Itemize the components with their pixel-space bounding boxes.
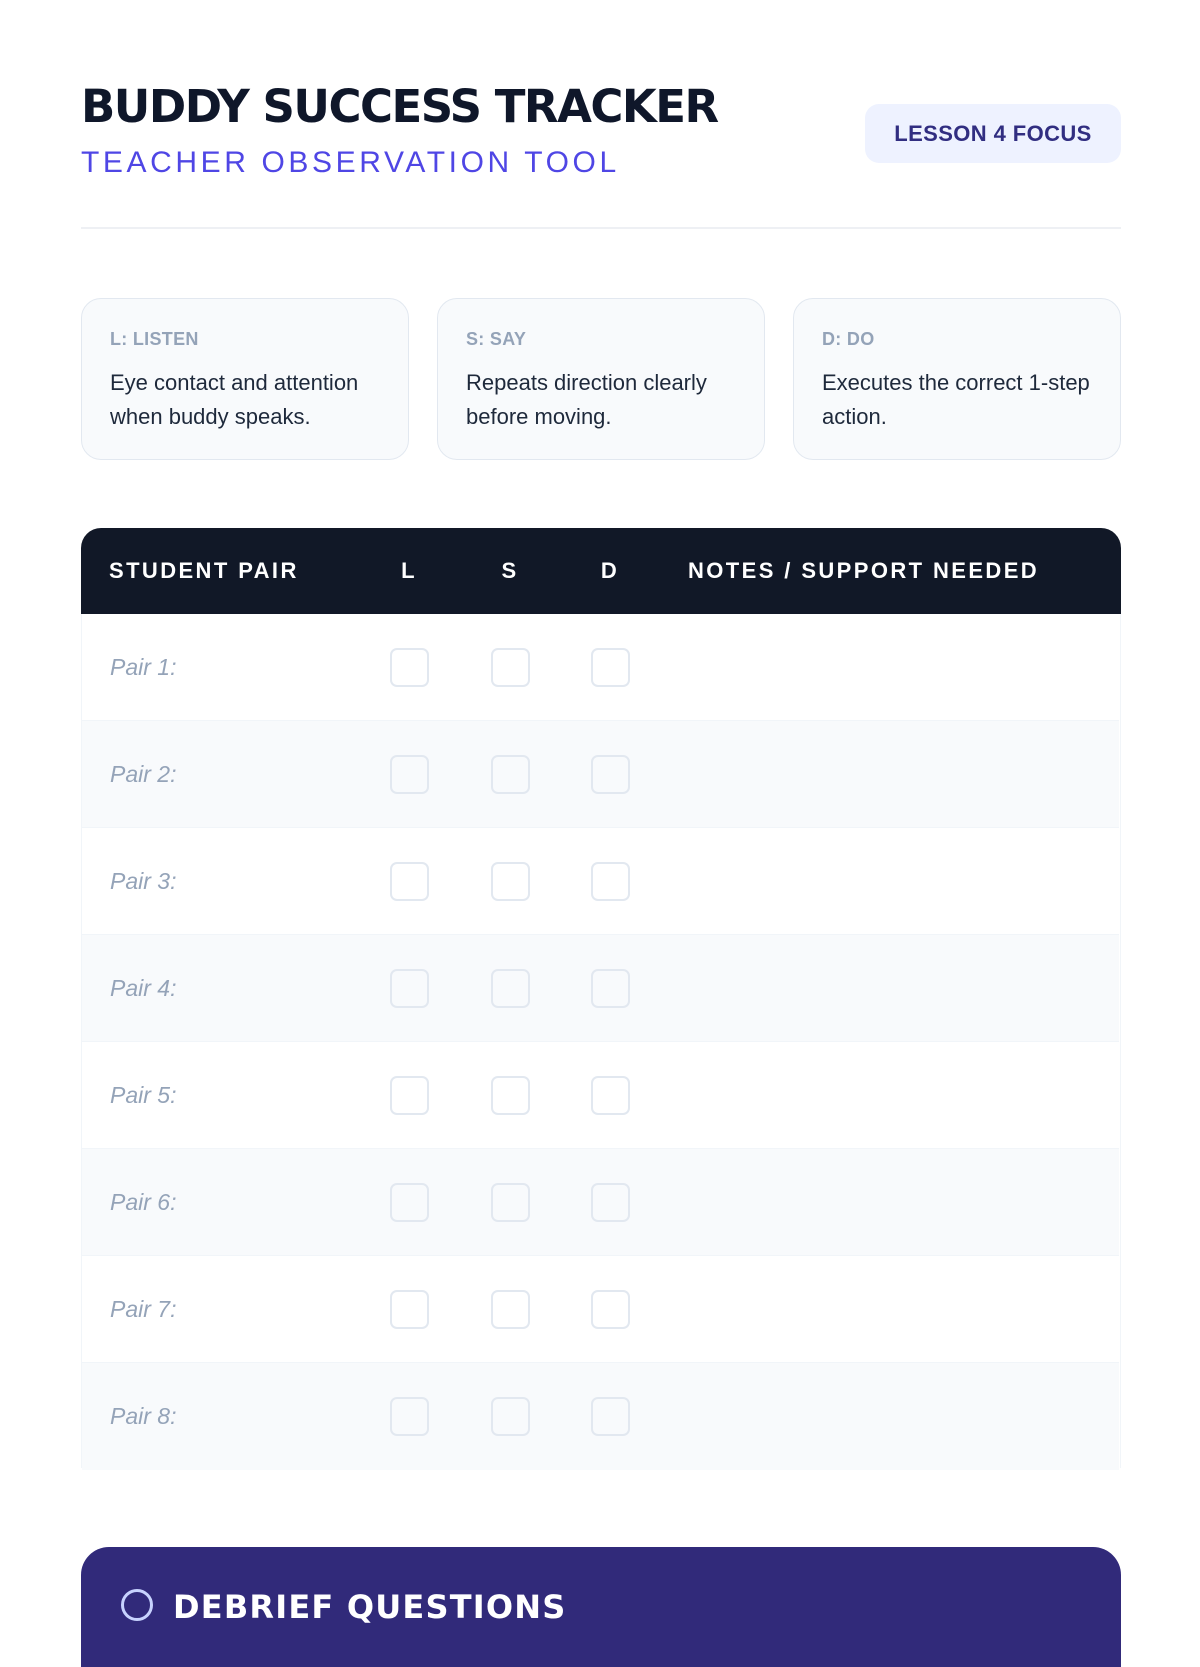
listen-checkbox[interactable] — [390, 1397, 429, 1436]
say-checkbox[interactable] — [491, 1397, 530, 1436]
do-checkbox[interactable] — [591, 1397, 630, 1436]
say-checkbox[interactable] — [491, 1290, 530, 1329]
page-subtitle: TEACHER OBSERVATION TOOL — [81, 146, 620, 179]
criteria-card-do — [793, 298, 1121, 460]
notes-field[interactable] — [682, 1054, 1102, 1137]
column-header-say: S — [501, 558, 519, 583]
say-checkbox[interactable] — [491, 1076, 530, 1115]
criteria-card-say — [437, 298, 765, 460]
notes-field[interactable] — [682, 1161, 1102, 1244]
notes-field[interactable] — [682, 1268, 1102, 1351]
table-header — [81, 528, 1121, 614]
do-checkbox[interactable] — [591, 1076, 630, 1115]
criteria-card-label: S: SAY — [466, 329, 527, 349]
pair-label: Pair 8: — [110, 1403, 177, 1429]
criteria-card-description: Eye contact and attention when buddy speaks. — [110, 370, 359, 429]
page-title: BUDDY SUCCESS TRACKER — [81, 80, 718, 133]
do-checkbox[interactable] — [591, 1183, 630, 1222]
table-row — [82, 614, 1119, 721]
listen-checkbox[interactable] — [390, 1290, 429, 1329]
say-checkbox[interactable] — [491, 648, 530, 687]
table-row — [82, 828, 1119, 935]
question-circle-icon — [121, 1589, 153, 1621]
notes-field[interactable] — [682, 626, 1102, 709]
listen-checkbox[interactable] — [390, 648, 429, 687]
do-checkbox[interactable] — [591, 648, 630, 687]
table-row — [82, 721, 1119, 828]
debrief-title: DEBRIEF QUESTIONS — [173, 1588, 567, 1626]
table-row — [82, 1363, 1119, 1470]
criteria-card-label: D: DO — [822, 329, 875, 349]
header-divider — [81, 227, 1121, 229]
table-body — [81, 614, 1121, 1468]
say-checkbox[interactable] — [491, 755, 530, 794]
listen-checkbox[interactable] — [390, 862, 429, 901]
pair-label: Pair 7: — [110, 1296, 177, 1322]
pair-label: Pair 6: — [110, 1189, 177, 1215]
column-header-do: D — [600, 558, 620, 583]
do-checkbox[interactable] — [591, 862, 630, 901]
listen-checkbox[interactable] — [390, 1076, 429, 1115]
pair-label: Pair 1: — [110, 654, 177, 680]
column-header-notes: NOTES / SUPPORT NEEDED — [688, 558, 1040, 583]
column-header-listen: L — [401, 558, 417, 583]
pair-label: Pair 5: — [110, 1082, 177, 1108]
listen-checkbox[interactable] — [390, 969, 429, 1008]
notes-field[interactable] — [682, 733, 1102, 816]
criteria-card-description: Repeats direction clearly before moving. — [466, 370, 707, 429]
do-checkbox[interactable] — [591, 1290, 630, 1329]
notes-field[interactable] — [682, 1375, 1102, 1458]
pair-label: Pair 3: — [110, 868, 177, 894]
notes-field[interactable] — [682, 840, 1102, 923]
do-checkbox[interactable] — [591, 969, 630, 1008]
criteria-card-listen — [81, 298, 409, 460]
debrief-panel — [81, 1547, 1121, 1667]
observation-table — [81, 528, 1121, 1468]
listen-checkbox[interactable] — [390, 755, 429, 794]
criteria-card-label: L: LISTEN — [110, 329, 199, 349]
criteria-cards — [81, 298, 1121, 460]
do-checkbox[interactable] — [591, 755, 630, 794]
table-row — [82, 935, 1119, 1042]
notes-field[interactable] — [682, 947, 1102, 1030]
table-row — [82, 1042, 1119, 1149]
listen-checkbox[interactable] — [390, 1183, 429, 1222]
say-checkbox[interactable] — [491, 862, 530, 901]
table-row — [82, 1149, 1119, 1256]
lesson-focus-badge: LESSON 4 FOCUS — [865, 104, 1121, 163]
column-header-student-pair: STUDENT PAIR — [109, 558, 299, 583]
pair-label: Pair 2: — [110, 761, 177, 787]
pair-label: Pair 4: — [110, 975, 177, 1001]
criteria-card-description: Executes the correct 1-step action. — [822, 370, 1090, 429]
say-checkbox[interactable] — [491, 1183, 530, 1222]
table-row — [82, 1256, 1119, 1363]
say-checkbox[interactable] — [491, 969, 530, 1008]
